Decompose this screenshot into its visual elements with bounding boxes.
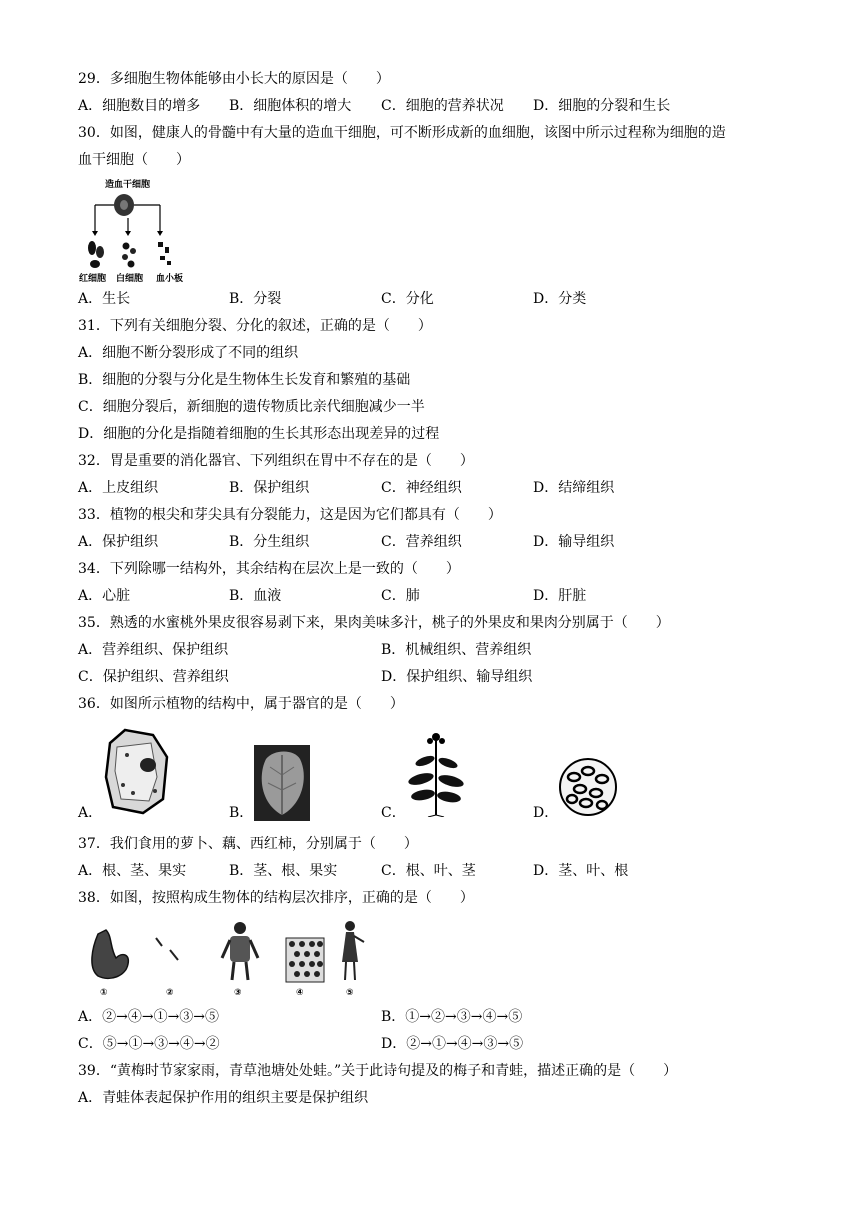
- figure-label-4: ④: [296, 988, 304, 998]
- question-32-stem: 32．胃是重要的消化器官、下列组织在胃中不存在的是（ ）: [78, 453, 474, 469]
- figure-label-3: ③: [234, 988, 242, 998]
- q30-option-b[interactable]: B．分裂: [229, 291, 282, 307]
- q34-option-d[interactable]: D．肝脏: [533, 588, 587, 604]
- q34-option-b[interactable]: B．血液: [229, 588, 282, 604]
- q31-option-d[interactable]: D．细胞的分化是指随着细胞的生长其形态出现差异的过程: [78, 426, 440, 442]
- q37-option-b[interactable]: B．茎、根、果实: [229, 863, 338, 879]
- figure-label-1: ①: [100, 988, 108, 998]
- q33-option-c[interactable]: C．营养组织: [381, 534, 462, 550]
- structure-levels-figure: [78, 918, 368, 1000]
- q32-option-d[interactable]: D．结缔组织: [533, 480, 615, 496]
- q32-option-a[interactable]: A．上皮组织: [78, 480, 159, 496]
- q29-option-d[interactable]: D．细胞的分裂和生长: [533, 98, 671, 114]
- figure-label-platelet: 血小板: [156, 274, 184, 284]
- question-36-stem: 36．如图所示植物的结构中，属于器官的是（ ）: [78, 696, 404, 712]
- figure-label-white-cell: 白细胞: [116, 274, 144, 284]
- q37-option-a[interactable]: A．根、茎、果实: [78, 863, 187, 879]
- q35-option-a[interactable]: A．营养组织、保护组织: [78, 642, 229, 658]
- q32-option-b[interactable]: B．保护组织: [229, 480, 310, 496]
- q36-option-d[interactable]: D．: [533, 805, 559, 821]
- q32-option-c[interactable]: C．神经组织: [381, 480, 462, 496]
- q29-option-b[interactable]: B．细胞体积的增大: [229, 98, 352, 114]
- question-33-stem: 33．植物的根尖和芽尖具有分裂能力，这是因为它们都具有（ ）: [78, 507, 502, 523]
- q36-option-c[interactable]: C．: [381, 805, 406, 821]
- q30-option-d[interactable]: D．分类: [533, 291, 587, 307]
- figure-label-red-cell: 红细胞: [79, 274, 107, 284]
- question-31-stem: 31．下列有关细胞分裂、分化的叙述，正确的是（ ）: [78, 318, 432, 334]
- q35-option-d[interactable]: D．保护组织、输导组织: [381, 669, 533, 685]
- stem-cell-differentiation-figure: [78, 176, 196, 286]
- q29-option-c[interactable]: C．细胞的营养状况: [381, 98, 504, 114]
- q38-option-d[interactable]: D．②→①→④→③→⑤: [381, 1036, 524, 1052]
- q38-option-b[interactable]: B．①→②→③→④→⑤: [381, 1009, 523, 1025]
- q37-option-d[interactable]: D．茎、叶、根: [533, 863, 629, 879]
- q33-option-b[interactable]: B．分生组织: [229, 534, 310, 550]
- question-30-stem-line1: 30．如图，健康人的骨髓中有大量的造血干细胞，可不断形成新的血细胞，该图中所示过程称为细胞的造: [78, 125, 726, 141]
- figure-label-5: ⑤: [346, 988, 354, 998]
- figure-label-2: ②: [166, 988, 174, 998]
- q33-option-a[interactable]: A．保护组织: [78, 534, 159, 550]
- question-34-stem: 34．下列除哪一结构外，其余结构在层次上是一致的（ ）: [78, 561, 460, 577]
- q30-option-c[interactable]: C．分化: [381, 291, 434, 307]
- whole-plant-image: [403, 729, 469, 821]
- question-35-stem: 35．熟透的水蜜桃外果皮很容易剥下来，果肉美味多汁，桃子的外果皮和果肉分别属于（ ）: [78, 615, 670, 631]
- q37-option-c[interactable]: C．根、叶、茎: [381, 863, 476, 879]
- q36-option-b[interactable]: B．: [229, 805, 254, 821]
- plant-cell-image: [103, 727, 171, 819]
- q36-option-a[interactable]: A．: [78, 805, 103, 821]
- q31-option-b[interactable]: B．细胞的分裂与分化是生物体生长发育和繁殖的基础: [78, 372, 411, 388]
- q38-option-a[interactable]: A．②→④→①→③→⑤: [78, 1009, 220, 1025]
- q31-option-a[interactable]: A．细胞不断分裂形成了不同的组织: [78, 345, 299, 361]
- figure-top-label: 造血干细胞: [105, 180, 151, 190]
- question-39-stem: 39．“黄梅时节家家雨，青草池塘处处蛙。”关于此诗句提及的梅子和青蛙，描述正确的是（ ）: [78, 1063, 678, 1079]
- tissue-circle-image: [558, 757, 618, 821]
- q34-option-a[interactable]: A．心脏: [78, 588, 131, 604]
- q39-option-a[interactable]: A．青蛙体表起保护作用的组织主要是保护组织: [78, 1090, 369, 1106]
- q30-option-a[interactable]: A．生长: [78, 291, 131, 307]
- q29-option-a[interactable]: A．细胞数目的增多: [78, 98, 201, 114]
- question-38-stem: 38．如图，按照构成生物体的结构层次排序，正确的是（ ）: [78, 890, 474, 906]
- question-29-stem: 29．多细胞生物体能够由小长大的原因是（ ）: [78, 71, 390, 87]
- question-30-stem-line2: 血干细胞（ ）: [78, 152, 190, 168]
- q35-option-c[interactable]: C．保护组织、营养组织: [78, 669, 229, 685]
- q35-option-b[interactable]: B．机械组织、营养组织: [381, 642, 532, 658]
- q34-option-c[interactable]: C．肺: [381, 588, 420, 604]
- q33-option-d[interactable]: D．输导组织: [533, 534, 615, 550]
- q31-option-c[interactable]: C．细胞分裂后，新细胞的遗传物质比亲代细胞减少一半: [78, 399, 425, 415]
- leaf-image: [254, 745, 310, 825]
- question-37-stem: 37．我们食用的萝卜、藕、西红柿，分别属于（ ）: [78, 836, 418, 852]
- q38-option-c[interactable]: C．⑤→①→③→④→②: [78, 1036, 220, 1052]
